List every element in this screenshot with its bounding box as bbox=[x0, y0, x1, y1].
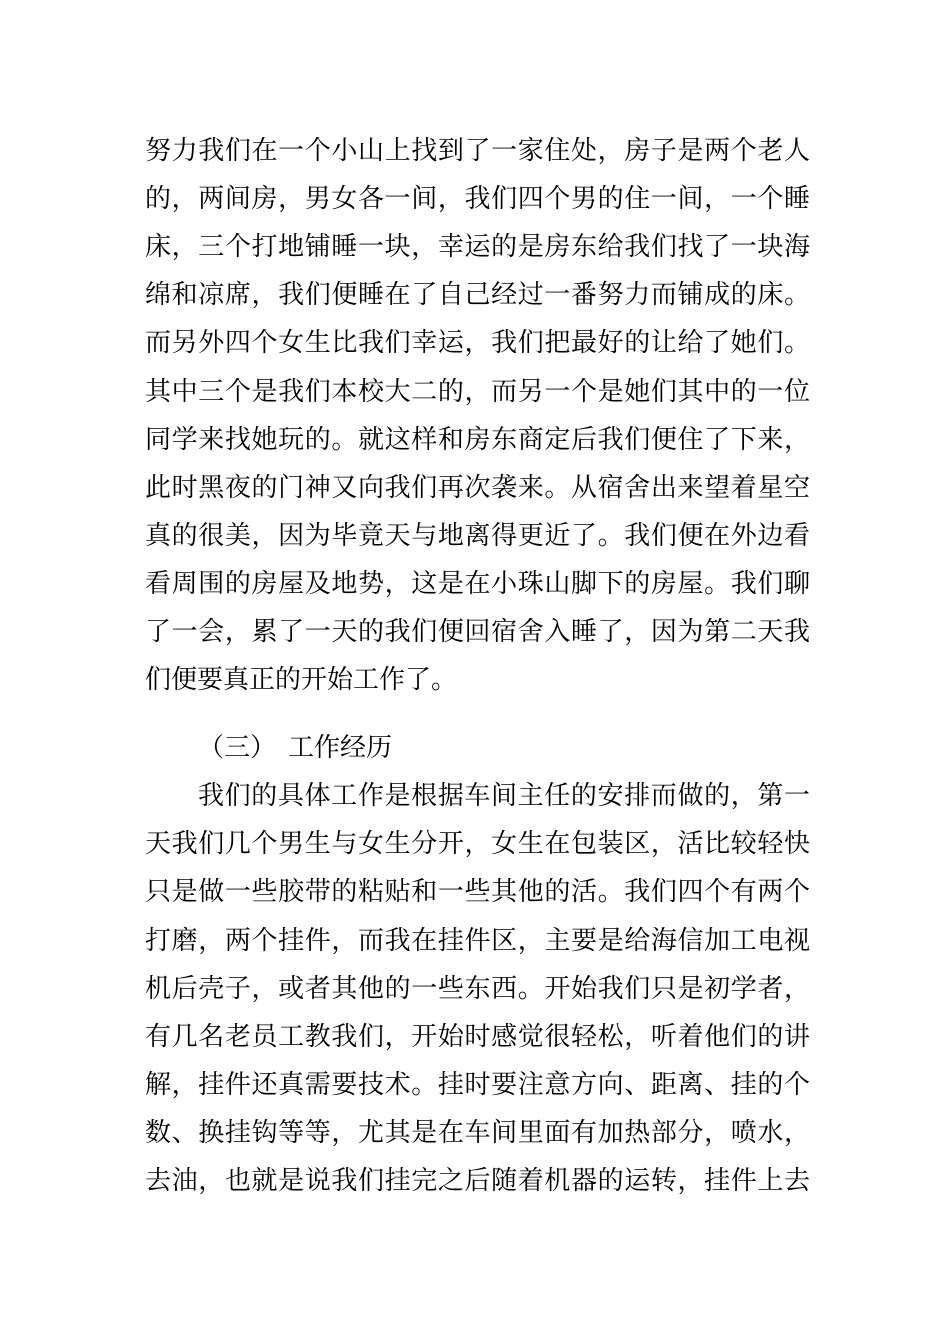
paragraph-line: 的，两间房，男女各一间，我们四个男的住一间，一个睡 bbox=[145, 184, 810, 214]
paragraph-line: 解，挂件还真需要技术。挂时要注意方向、距离、挂的个 bbox=[145, 1070, 810, 1100]
paragraph-line: 此时黑夜的门神又向我们再次袭来。从宿舍出来望着星空 bbox=[145, 473, 810, 503]
paragraph-line: 了一会，累了一天的我们便回宿舍入睡了，因为第二天我 bbox=[145, 617, 810, 647]
paragraph-line: 其中三个是我们本校大二的，而另一个是她们其中的一位 bbox=[145, 377, 810, 407]
paragraph-line: 去油，也就是说我们挂完之后随着机器的运转，挂件上去 bbox=[145, 1166, 810, 1196]
paragraph-line: 打磨，两个挂件，而我在挂件区，主要是给海信加工电视 bbox=[145, 926, 810, 956]
paragraph-line: 而另外四个女生比我们幸运，我们把最好的让给了她们。 bbox=[145, 328, 810, 358]
section-heading bbox=[198, 733, 392, 763]
paragraph-line: 天我们几个男生与女生分开，女生在包装区，活比较轻快 bbox=[145, 829, 810, 859]
paragraph-line: 有几名老员工教我们，开始时感觉很轻松，听着他们的讲 bbox=[145, 1022, 810, 1052]
paragraph-line: 数、换挂钩等等，尤其是在车间里面有加热部分，喷水， bbox=[145, 1118, 810, 1148]
paragraph-line: 同学来找她玩的。就这样和房东商定后我们便住了下来， bbox=[145, 425, 810, 455]
paragraph-line: 看周围的房屋及地势，这是在小珠山脚下的房屋。我们聊 bbox=[145, 569, 810, 599]
paragraph-line: 床，三个打地铺睡一块，幸运的是房东给我们找了一块海 bbox=[145, 232, 810, 262]
paragraph-line: 只是做一些胶带的粘贴和一些其他的活。我们四个有两个 bbox=[145, 877, 810, 907]
paragraph-line: 真的很美，因为毕竟天与地离得更近了。我们便在外边看 bbox=[145, 521, 810, 551]
paragraph-line: 我们的具体工作是根据车间主任的安排而做的，第一 bbox=[198, 781, 810, 811]
paragraph-line: 绵和凉席，我们便睡在了自己经过一番努力而铺成的床。 bbox=[145, 280, 810, 310]
paragraph-line: 努力我们在一个小山上找到了一家住处，房子是两个老人 bbox=[145, 136, 810, 166]
section-number: （三） bbox=[198, 733, 277, 763]
paragraph-line: 们便要真正的开始工作了。 bbox=[145, 665, 458, 695]
paragraph-line: 机后壳子，或者其他的一些东西。开始我们只是初学者， bbox=[145, 974, 810, 1004]
section-title: 工作经历 bbox=[288, 733, 393, 763]
